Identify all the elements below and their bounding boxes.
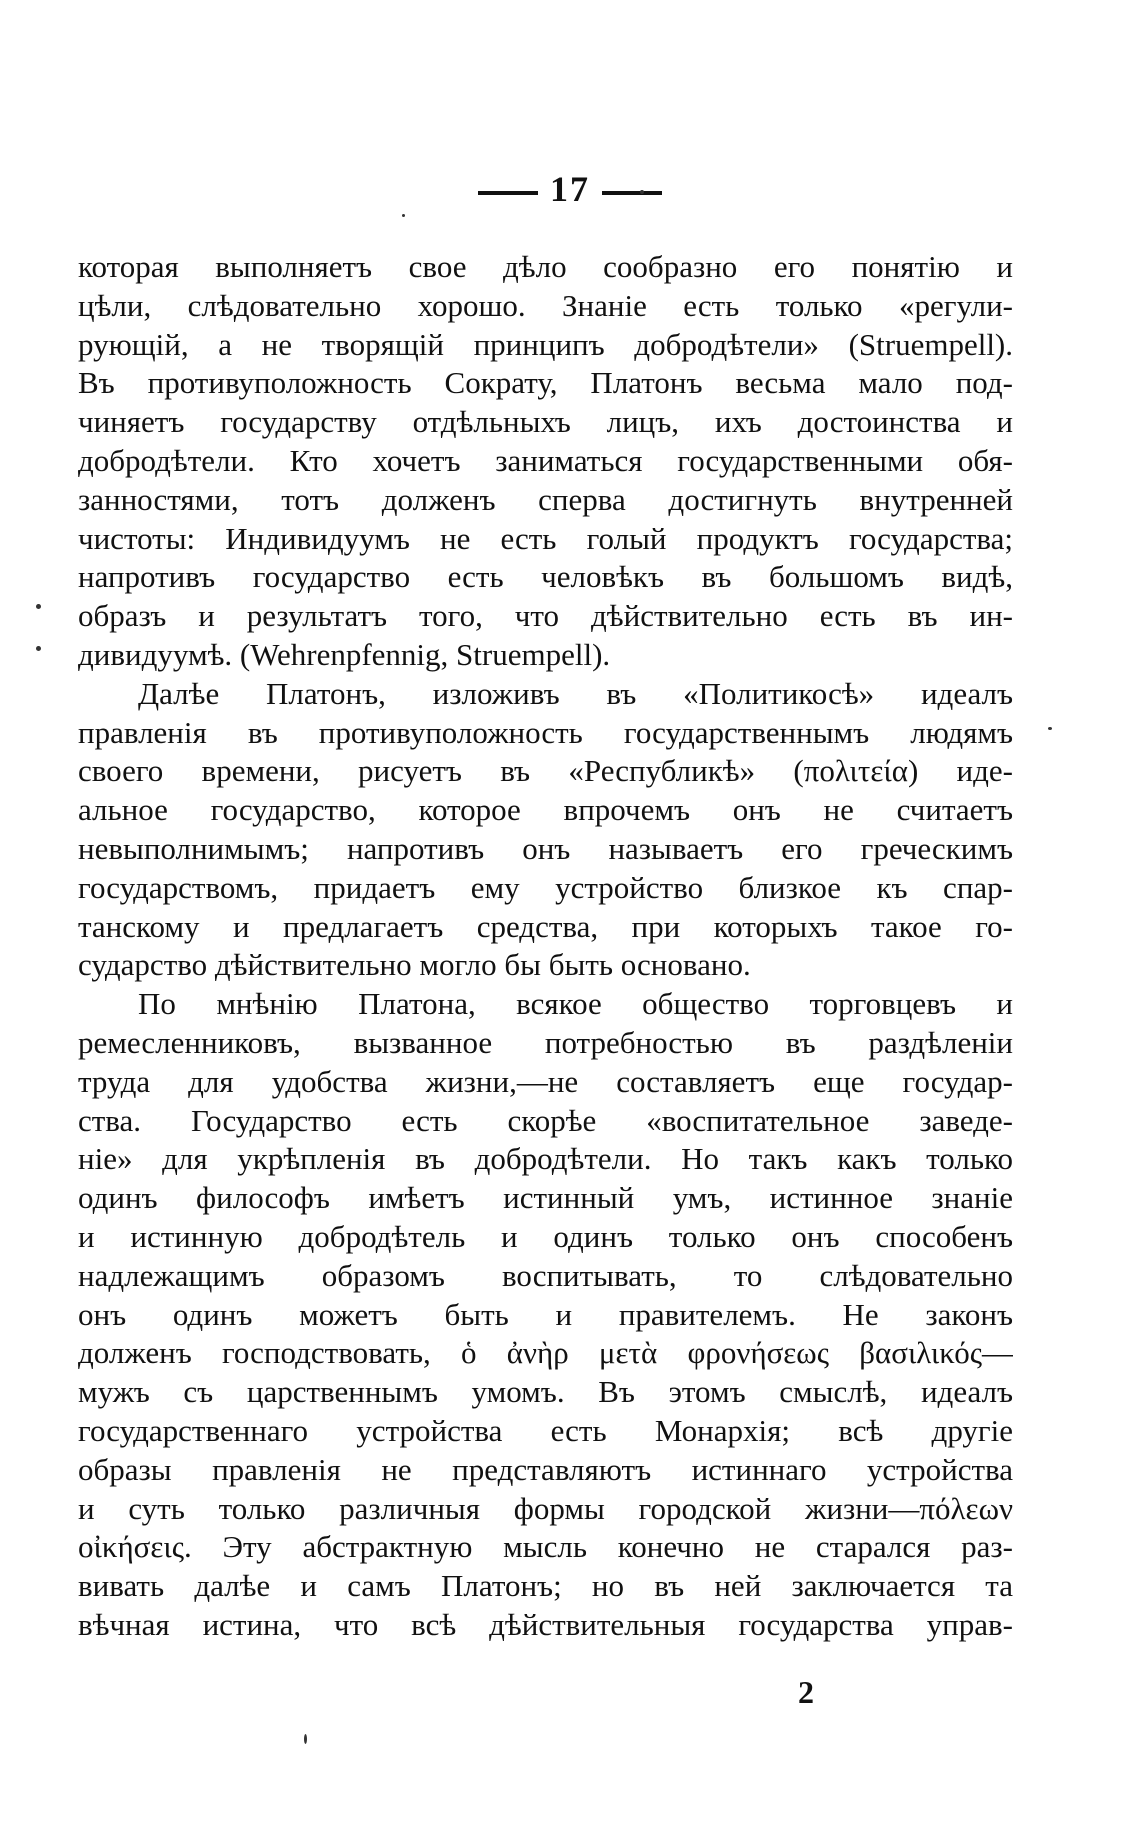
text-line: чистоты: Индивидуумъ не есть голый продуктъ государства; <box>78 520 1013 556</box>
page-header <box>0 168 1140 210</box>
text-line: правленія въ противуположность государственнымъ людямъ <box>78 714 1013 750</box>
body-text <box>78 248 1013 1645</box>
text-line: вивать далѣе и самъ Платонъ; но въ ней заключается та <box>78 1568 1013 1604</box>
text-line: труда для удобства жизни,—не составляетъ еще государ- <box>78 1063 1013 1099</box>
ink-speck <box>402 214 405 217</box>
text-line: добродѣтели. Кто хочетъ заниматься государственными обя- <box>78 442 1013 478</box>
ink-speck <box>640 190 644 194</box>
ink-speck <box>36 604 41 609</box>
ink-speck <box>1048 727 1052 730</box>
text-line: ремесленниковъ, вызванное потребностью въ раздѣленіи <box>78 1024 1013 1060</box>
paragraph-start-line: По мнѣнію Платона, всякое общество торговцевъ и <box>138 986 1013 1022</box>
text-line: онъ одинъ можетъ быть и правителемъ. Не законъ <box>78 1296 1013 1332</box>
text-line: дивидуумѣ. (Wehrenpfennig, Struempell). <box>78 636 611 672</box>
text-line: сударство дѣйствительно могло бы быть основано. <box>78 947 751 983</box>
text-line: долженъ господствовать, ὁ ἀνὴρ μετὰ φρονήσεως βασιλικός— <box>78 1335 1013 1371</box>
text-line: цѣли, слѣдовательно хорошо. Знаніе есть только «регули- <box>78 287 1013 323</box>
paragraph-start-line: Далѣе Платонъ, изложивъ въ «Политикосѣ» идеалъ <box>138 675 1013 711</box>
text-line: οἰκήσεις. Эту абстрактную мысль конечно не старался раз- <box>78 1529 1013 1565</box>
text-line: чиняетъ государству отдѣльныхъ лицъ, ихъ достоинства и <box>78 404 1013 440</box>
text-line: альное государство, которое впрочемъ онъ не считаетъ <box>78 792 1013 828</box>
header-dash-left <box>478 191 538 195</box>
text-line: танскому и предлагаетъ средства, при которыхъ такое го- <box>78 908 1013 944</box>
text-line: ніе» для укрѣпленія въ добродѣтели. Но такъ какъ только <box>78 1141 1013 1177</box>
ink-speck <box>36 646 41 651</box>
text-line: вѣчная истина, что всѣ дѣйствительныя государства управ- <box>78 1606 1013 1642</box>
text-line: Въ противуположность Сократу, Платонъ весьма мало под- <box>78 365 1013 401</box>
text-line: рующій, а не творящій принципъ добродѣтели» (Struempell). <box>78 326 1013 362</box>
text-line: ства. Государство есть скорѣе «воспитательное заведе- <box>78 1102 1013 1138</box>
text-line: одинъ философъ имѣетъ истинный умъ, истинное знаніе <box>78 1180 1013 1216</box>
text-line: государствомъ, придаетъ ему устройство близкое къ спар- <box>78 869 1013 905</box>
text-line: надлежащимъ образомъ воспитывать, то слѣдовательно <box>78 1257 1013 1293</box>
header-dash-right <box>602 191 662 195</box>
text-line: образы правленія не представляютъ истиннаго устройства <box>78 1451 1013 1487</box>
page-number: 17 <box>550 169 590 209</box>
text-line: государственнаго устройства есть Монархія; всѣ другіе <box>78 1412 1013 1448</box>
text-line: напротивъ государство есть человѣкъ въ большомъ видѣ, <box>78 559 1013 595</box>
text-line: занностями, тотъ долженъ сперва достигнуть внутренней <box>78 481 1013 517</box>
signature-mark: 2 <box>798 1674 814 1710</box>
text-line: образъ и результатъ того, что дѣйствительно есть въ ин- <box>78 598 1013 634</box>
text-line: своего времени, рисуетъ въ «Республикѣ» (πολιτεία) иде- <box>78 753 1013 789</box>
text-line: и истинную добродѣтель и одинъ только онъ способенъ <box>78 1218 1013 1254</box>
text-line: которая выполняетъ свое дѣло сообразно его понятію и <box>78 249 1013 284</box>
text-line: и суть только различныя формы городской жизни—πόλεων <box>78 1490 1013 1526</box>
text-line: невыполнимымъ; напротивъ онъ называетъ его греческимъ <box>78 830 1013 866</box>
text-line: мужъ съ царственнымъ умомъ. Въ этомъ смыслѣ, идеалъ <box>78 1374 1013 1410</box>
ink-speck <box>304 1734 307 1744</box>
